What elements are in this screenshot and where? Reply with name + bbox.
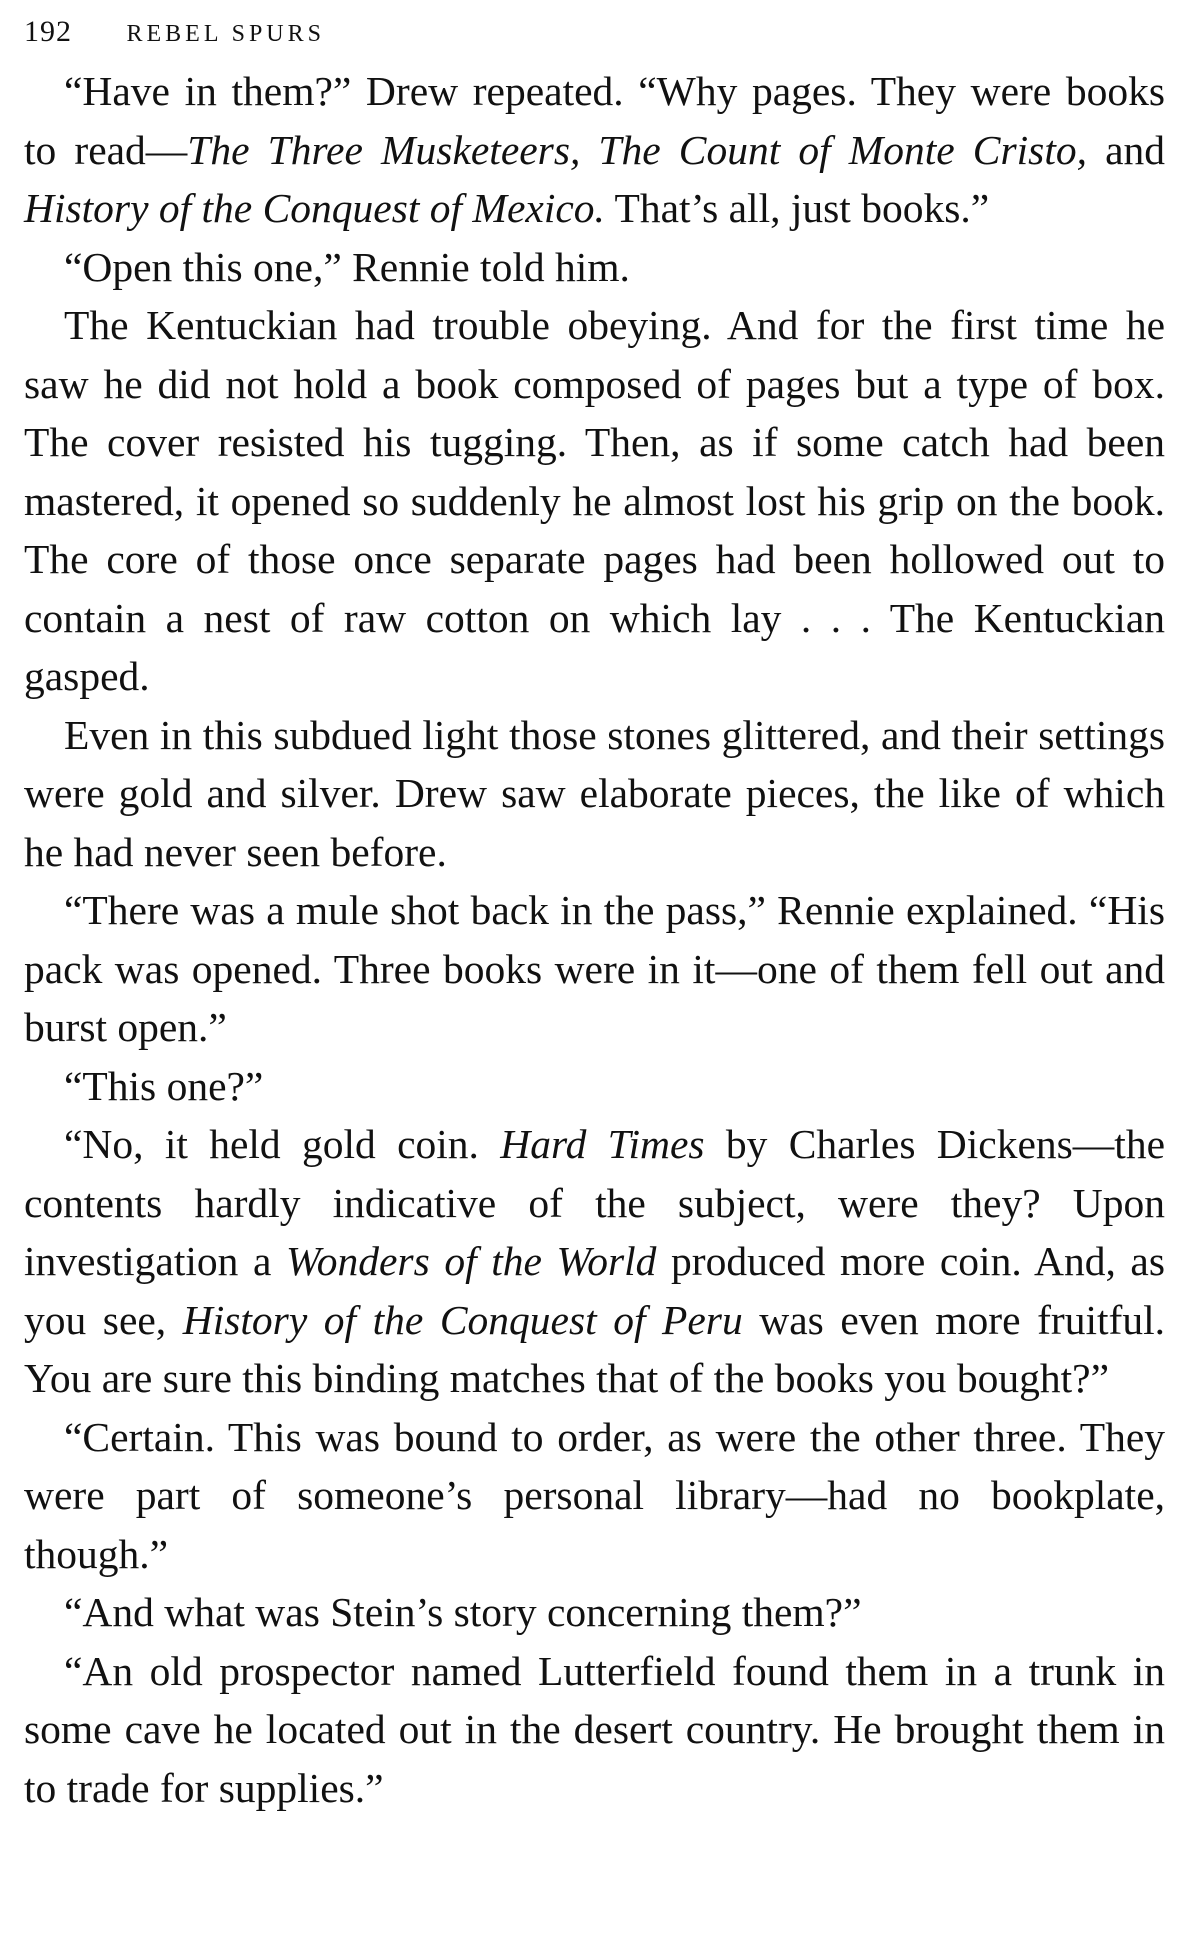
page-number: 192 [24,15,72,48]
paragraph [24,1408,1165,1584]
running-title: REBEL SPURS [126,21,325,47]
italic-title-text: History of the Conquest of Peru [182,1296,743,1343]
paragraph [24,1115,1165,1408]
paragraph [24,1057,1165,1116]
text-run: “And what was Stein’s story concerning them?” [64,1589,862,1635]
text-run: by Charles Dickens—the contents hardly indicative of the subject, were they? Upon investigation a [24,1121,1165,1284]
text-run: “Certain. This was bound to order, as were the other three. They were part of someone’s personal library—had no bookplate, though.” [24,1413,1165,1577]
text-run: “Have in them?” Drew repeated. “Why pages. They were books to read— [24,68,1165,173]
paragraph [24,238,1165,297]
paragraph [24,706,1165,882]
paragraph [24,1583,1165,1642]
text-run: Even in this subdued light those stones glittered, and their settings were gold and silver. Drew saw elaborate pieces, the like of which he had never seen before. [24,711,1165,875]
text-run: That’s all, just books.” [604,185,990,231]
text-run: and [1086,126,1165,173]
paragraph [24,881,1165,1057]
text-run: “An old prospector named Lutterfield found them in a trunk in some cave he located out in the desert country. He brought them in to trade for supplies.” [24,1647,1165,1811]
text-run: was even more fruitful. You are sure this binding matches that of the books you bought?” [24,1296,1166,1401]
italic-title-text: Hard Times [500,1121,705,1167]
text-run: The Kentuckian had trouble obeying. And for the first time he saw he did not hold a book composed of pages but a type of box. The cover resisted his tugging. Then, as if some catch had been mastered, it opened so suddenly he almost lost his grip on the book. The core of those once separate pages had been hollowed out to contain a nest of raw cotton on which lay . . . The Kentuckian gasped. [24,302,1165,699]
text-run: “No, it held gold coin. [64,1121,501,1167]
text-run: “There was a mule shot back in the pass,” Rennie explained. “His pack was opened. Three books were in it—one of them fell out and burst open.” [24,887,1165,1050]
paragraph [24,296,1165,706]
italic-title-text: Wonders of the World [286,1238,657,1284]
paragraph [24,1642,1165,1818]
body-text [24,62,1165,1817]
book-page [24,10,1165,1817]
paragraph [24,62,1165,238]
text-run: “This one?” [64,1062,264,1109]
italic-title-text: History of the Conquest of Mexico. [24,185,605,231]
text-run: produced more coin. And, as you see, [24,1238,1165,1343]
text-run: “Open this one,” Rennie told him. [64,243,630,290]
running-head [24,10,1165,54]
italic-title-text: The Three Musketeers, The Count of Monte Cristo, [187,126,1087,173]
